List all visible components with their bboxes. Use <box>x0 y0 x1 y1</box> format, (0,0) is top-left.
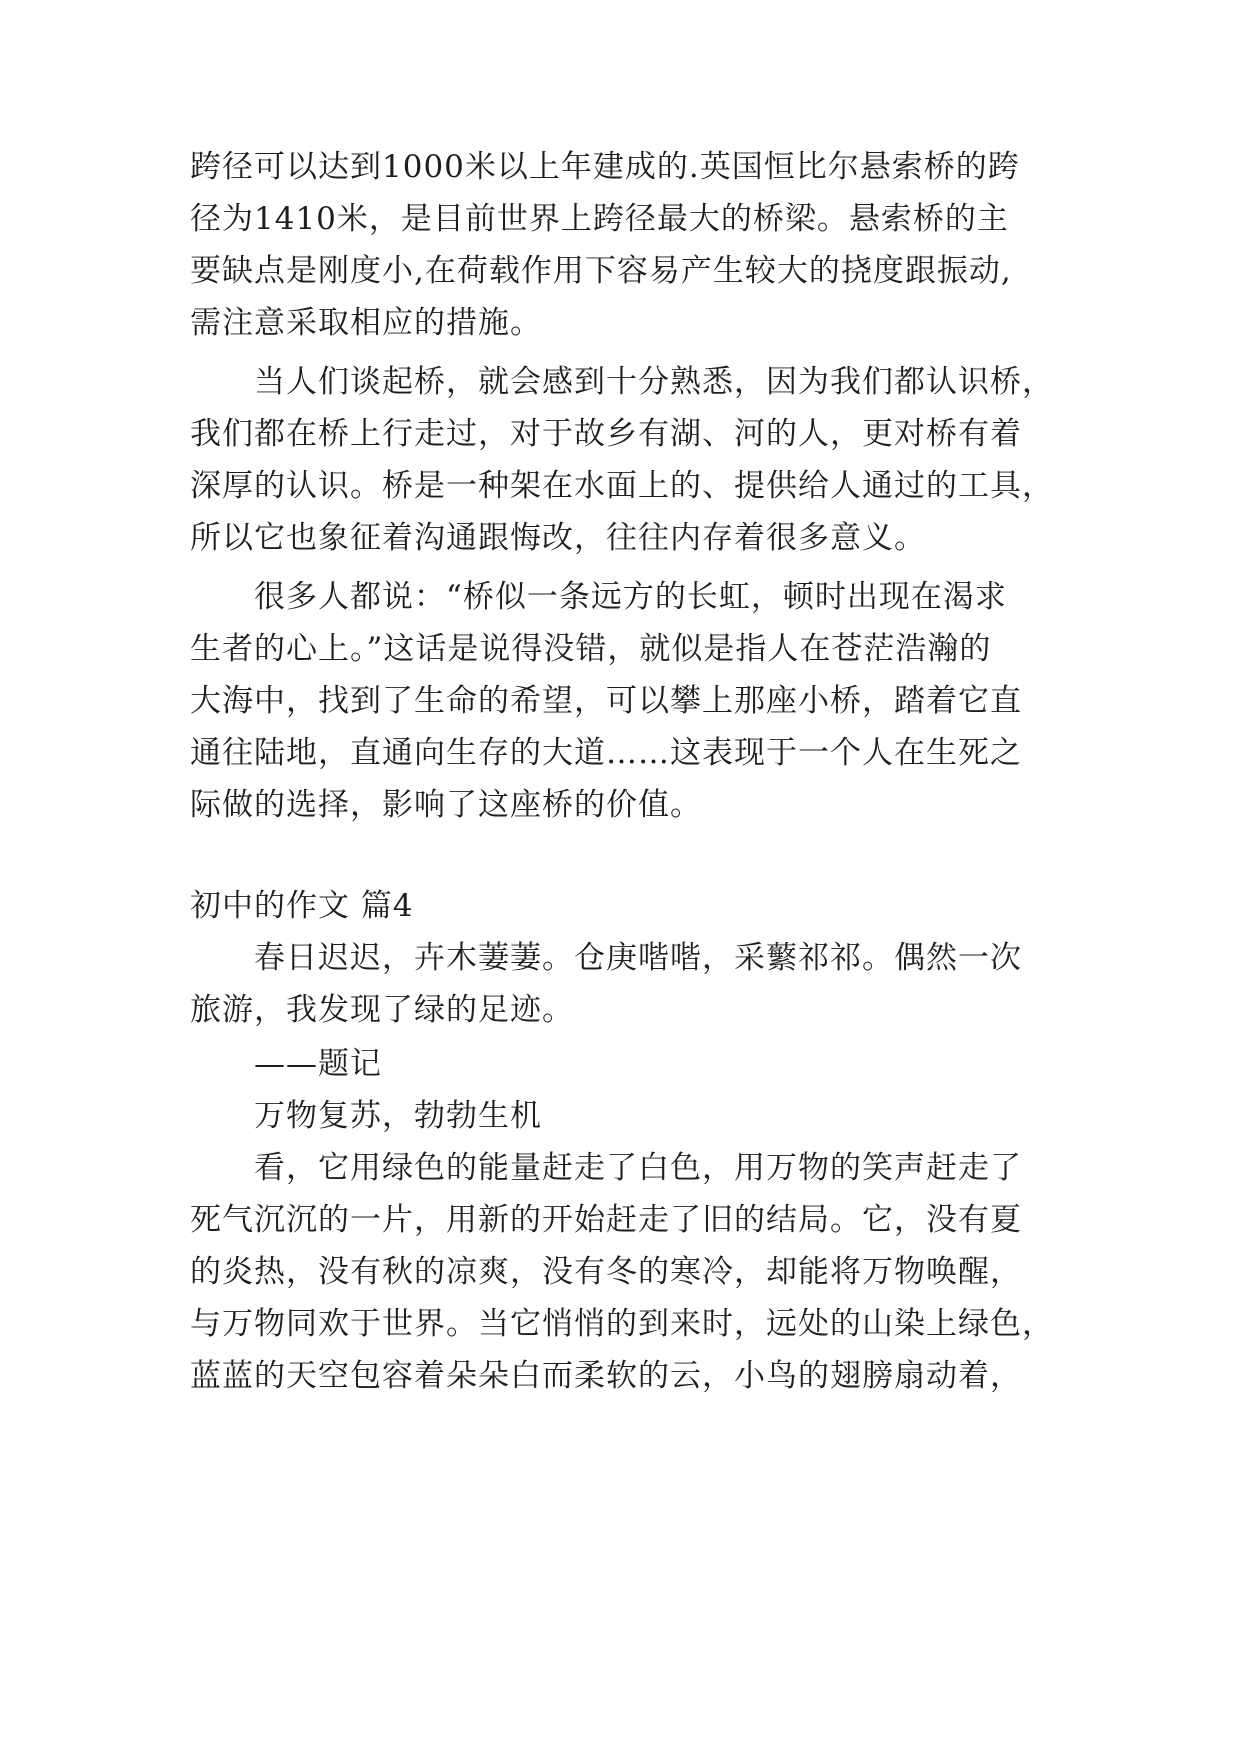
subtitle: 万物复苏，勃勃生机 <box>254 1098 542 1134</box>
epigraph: ——题记 <box>254 1046 382 1082</box>
text-line: 径为1410米，是目前世界上跨径最大的桥梁。悬索桥的主 <box>190 201 1009 237</box>
text-line: 很多人都说：“桥似一条远方的长虹，顿时出现在渴求 <box>254 579 1007 615</box>
text-line: 与万物同欢于世界。当它悄悄的到来时，远处的山染上绿色， <box>190 1306 1054 1342</box>
text-line: 需注意采取相应的措施。 <box>190 305 542 341</box>
text-line: 春日迟迟，卉木萋萋。仓庚喈喈，采蘩祁祁。偶然一次 <box>254 940 1022 976</box>
section-heading: 初中的作文 篇4 <box>190 888 414 924</box>
text-line: 生者的心上。”这话是说得没错，就似是指人在苍茫浩瀚的 <box>190 631 992 667</box>
text-line: 际做的选择，影响了这座桥的价值。 <box>190 787 702 823</box>
text-line: 深厚的认识。桥是一种架在水面上的、提供给人通过的工具， <box>190 468 1054 504</box>
text-line: 死气沉沉的一片，用新的开始赶走了旧的结局。它，没有夏 <box>190 1202 1022 1238</box>
text-line: 旅游，我发现了绿的足迹。 <box>190 992 574 1028</box>
text-line: 要缺点是刚度小,在荷载作用下容易产生较大的挠度跟振动, <box>190 253 1012 289</box>
text-line: 所以它也象征着沟通跟悔改，往往内存着很多意义。 <box>190 520 926 556</box>
text-line: 通往陆地，直通向生存的大道……这表现于一个人在生死之 <box>190 735 1022 771</box>
text-line: 跨径可以达到1000米以上年建成的.英国恒比尔悬索桥的跨 <box>190 149 1020 185</box>
text-line: 蓝蓝的天空包容着朵朵白而柔软的云，小鸟的翅膀扇动着， <box>190 1358 1022 1394</box>
text-line: 当人们谈起桥，就会感到十分熟悉，因为我们都认识桥， <box>254 364 1054 400</box>
text-line: 大海中，找到了生命的希望，可以攀上那座小桥，踏着它直 <box>190 683 1022 719</box>
text-line: 看，它用绿色的能量赶走了白色，用万物的笑声赶走了 <box>254 1150 1022 1186</box>
text-line: 我们都在桥上行走过，对于故乡有湖、河的人，更对桥有着 <box>190 416 1022 452</box>
text-line: 的炎热，没有秋的凉爽，没有冬的寒冷，却能将万物唤醒， <box>190 1254 1022 1290</box>
